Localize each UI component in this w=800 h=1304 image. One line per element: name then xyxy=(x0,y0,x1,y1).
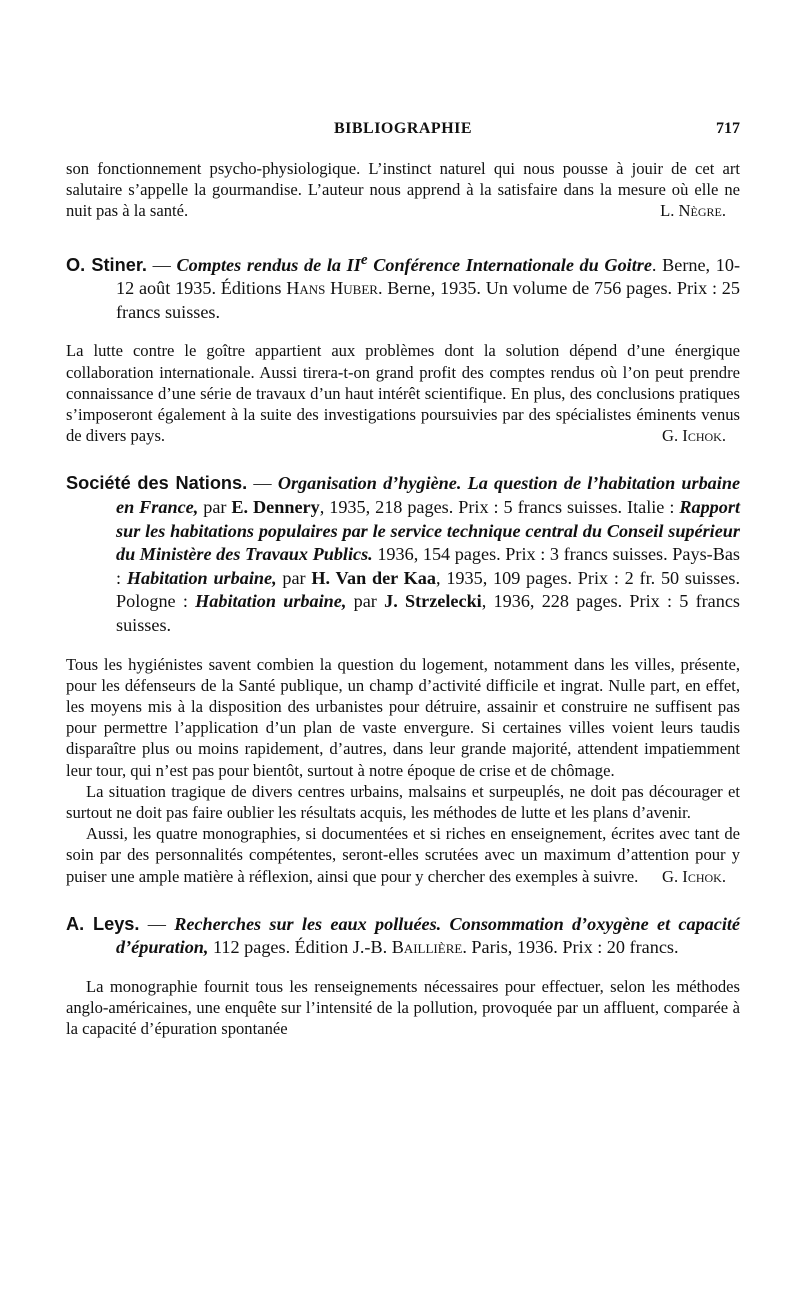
entry-sdn-review-para-1: Tous les hygiénistes savent combien la question du logement, notamment dans les villes, présente, pour les défenseurs de la Santé publique, un champ d’activité difficile et ingrat. Nulle part, en effet, les moyens mis à la disposition des urbanistes pour détruire, assainir et construire ne suffisent pas pour permettre l’application d’un plan de vaste envergure. Si certaines villes voient leurs taudis disparaître plus ou moins rapidement, d’autres, dans leur grande majorité, attendent impatiemment leur tour, qui n’est pas pour bientôt, surtout à notre époque de crise et de chômage. xyxy=(66,654,740,780)
entry-leys-dash: — xyxy=(139,913,175,934)
entry-leys-title: Recherches sur les eaux polluées. Consommation d’oxygène et capacité d’épuration, xyxy=(116,913,741,958)
entry-sdn-author-3: J. Strzelecki xyxy=(384,591,482,612)
entry-stiner-details-1: . Berne, 10-12 août 1935. Éditions xyxy=(116,254,741,299)
entry-sdn-title-2: Rapport sur les habitations populaires par le service technique central du Conseil supérieur du Ministère des Travaux Publics. xyxy=(116,497,740,565)
entry-sdn-title-3: Habitation urbaine, xyxy=(126,567,277,588)
entry-sdn-text-4: par xyxy=(276,567,312,588)
entry-stiner-dash: — xyxy=(146,254,177,275)
running-head xyxy=(66,120,740,144)
entry-stiner-details-2: . Berne, 1935. Un volume de 756 pages. Prix : 25 francs suisses. xyxy=(116,278,740,322)
entry-leys-publisher: Baillière xyxy=(391,937,463,958)
entry-sdn-text-7: , 1936, 228 pages. Prix : 5 francs suisses. xyxy=(116,591,740,636)
entry-sdn-heading xyxy=(66,472,740,637)
intro-text: son fonctionnement psycho-physiologique. L’instinct naturel qui nous pousse à jouir de cet art salutaire s’appelle la gourmandise. L’auteur nous apprend à la satisfaire dans la mesure où elle ne nuit pas à la santé. xyxy=(66,159,740,221)
page-number: 717 xyxy=(716,120,740,137)
entry-stiner-review xyxy=(66,340,740,446)
entry-stiner-publisher: Hans Huber xyxy=(286,278,378,299)
entry-stiner-signature: G. Ichok. xyxy=(662,426,726,446)
entry-sdn-title-1: Organisation d’hygiène. La question de l’habitation urbaine en France, xyxy=(116,473,741,518)
entry-leys-details-2: . Paris, 1936. Prix : 20 francs. xyxy=(462,937,679,958)
entry-sdn-signature: G. Ichok. xyxy=(662,866,726,886)
entry-sdn-title-4: Habitation urbaine, xyxy=(195,591,347,612)
entry-leys-author: A. Leys. xyxy=(66,913,140,934)
entry-sdn-author: Société des Nations. xyxy=(66,473,248,494)
entry-sdn-text-2: , 1935, 218 pages. Prix : 5 francs suisses. Italie : xyxy=(319,497,680,518)
intro-signature: L. Nègre. xyxy=(660,201,726,221)
running-head-title: BIBLIOGRAPHIE xyxy=(333,120,473,137)
entry-stiner-title-part2: Conférence Internationale du Goitre xyxy=(367,254,652,275)
entry-leys-review: La monographie fournit tous les renseignements nécessaires pour effectuer, selon les méthodes anglo-américaines, une enquête sur l’intensité de la pollution, provoquée par un affluent, comparée à la capacité d’épuration spontanée xyxy=(66,977,740,1039)
entry-sdn-author-1: E. Dennery xyxy=(231,497,320,518)
entry-sdn-review-para-3-text: Aussi, les quatre monographies, si documentées et si riches en enseignement, écrites avec tant de soin par des personnalités compétentes, seront-elles scrutées avec un maximum d’attention pour y puiser une ample matière à réflexion, ainsi que pour y chercher des exemples à suivre. xyxy=(66,824,740,886)
entry-sdn-review-para-2: La situation tragique de divers centres urbains, malsains et surpeuplés, ne doit pas décourager et surtout ne doit pas faire oublier les résultats acquis, les méthodes de lutte et les plans d’avenir. xyxy=(66,781,740,823)
entry-sdn-text-1: par xyxy=(198,497,232,518)
intro-paragraph xyxy=(66,158,740,222)
entry-stiner-title-sup: e xyxy=(360,250,368,268)
entry-sdn-text-5: , 1935, 109 pages. Prix : 2 fr. 50 suisses. Pologne : xyxy=(116,567,740,612)
entry-sdn-author-2: H. Van der Kaa xyxy=(311,567,436,588)
entry-stiner-title-part1: Comptes rendus de la II xyxy=(176,254,361,275)
entry-leys-details-1: 112 pages. Édition J.-B. xyxy=(208,937,392,958)
entry-leys-heading xyxy=(66,913,740,960)
entry-sdn-text-3: 1936, 154 pages. Prix : 3 francs suisses. Pays-Bas : xyxy=(116,544,740,588)
entry-stiner-author: O. Stiner. xyxy=(66,254,147,275)
entry-sdn-text-6: par xyxy=(346,591,385,612)
entry-stiner-review-text: La lutte contre le goître appartient aux problèmes dont la solution dépend d’une énergique collaboration internationale. Aussi tirera-t-on grand profit des comptes rendus où l’on peut prendre connaissance d’une série de travaux d’un haut intérêt scientifique. En plus, des conclusions pratiques s’imposeront également à la suite des investigations poursuivies par des spécialistes éminents venus de divers pays. xyxy=(66,341,740,446)
entry-stiner-heading xyxy=(66,248,740,325)
entry-sdn-review-para-3 xyxy=(66,823,740,887)
entry-sdn-dash: — xyxy=(247,473,278,494)
